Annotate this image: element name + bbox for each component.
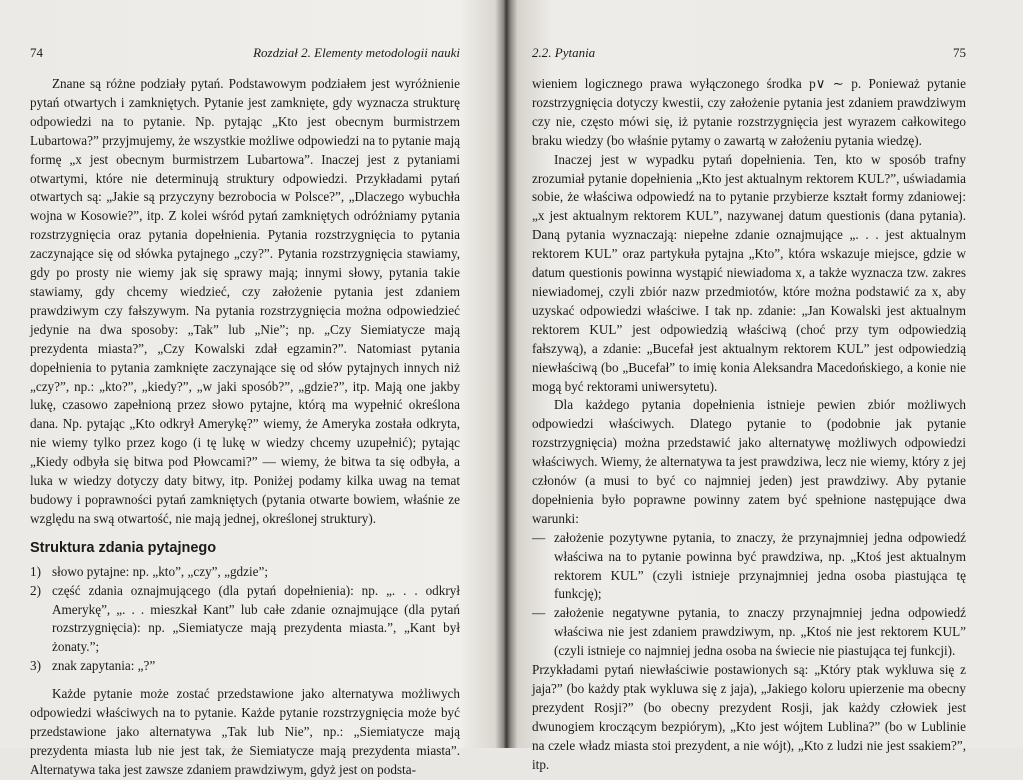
left-page-header xyxy=(30,45,460,63)
left-running-title: Rozdział 2. Elementy metodologii nauki xyxy=(253,45,460,60)
list-item-text: założenie negatywne pytania, to znaczy przynajmniej jedna odpowiedź właściwa nie jest zdaniem prawdziwym, np. „Ktoś nie jest rektorem KUL” (czyli istnieje co najmniej jedna osoba na świecie nie piastująca tej funkcji). xyxy=(554,605,966,659)
list-marker: — xyxy=(532,605,546,621)
list-item xyxy=(532,604,966,661)
list-marker: 3) xyxy=(30,658,41,674)
list-item xyxy=(30,563,460,582)
paragraph-answer-set: Dla każdego pytania dopełnienia istnieje pewien zbiór możliwych odpowiedzi właściwych. Dlatego pytanie to (podobnie jak pytanie rozstrzygnięcia) można przedstawić jako alternatywę możliwych odpowiedzi właściwych. Wiemy, że alternatywa ta jest prawdziwa, lecz nie wiemy, który z jej członów (a musi to być co najmniej jeden) jest prawdziwy. Aby pytanie dopełnienia było poprawne powinny zatem być spełnione następujące dwa warunki: xyxy=(532,397,966,526)
right-page xyxy=(532,0,966,772)
list-marker: 2) xyxy=(30,582,41,598)
paragraph-alternative: Każde pytanie może zostać przedstawione jako alternatywa możliwych odpowiedzi właściwych na to pytanie. Każde pytanie rozstrzygnięcia może być przedstawione jako alternatywa „Tak lub Nie”, np.: „Siemiatycze mają prezydenta miasta lub nie jest tak, że Siemiatycze mają prezydenta miasta”. Alternatywa taka jest zawsze zdaniem prawdziwym, gdyż jest on podsta- xyxy=(30,686,460,777)
list-item-text: założenie pozytywne pytania, to znaczy, że przynajmniej jedna odpowiedź właściwa na to pytanie powinna być prawdziwa, np. „Ktoś jest aktualnym rektorem KUL” (czyli istnieje przynajmniej jedna osoba piastująca tę funkcję); xyxy=(554,529,966,602)
paragraph-continuation: wieniem logicznego prawa wyłączonego środka p∨ ∼ p. Ponieważ pytanie rozstrzygnięcia dotyczy kwestii, czy założenie pytania jest zdaniem prawdziwym czy nie, często mówi się, iż pytanie rozstrzygnięcia jest wyrazem całkowitego braku wiedzy (bo właśnie pytamy o zawartą w założeniu pytania wiedzę). xyxy=(532,76,966,148)
right-page-body xyxy=(532,75,966,775)
list-marker: 1) xyxy=(30,563,41,579)
list-item xyxy=(30,657,460,676)
paragraph-completion-questions: Inaczej jest w wypadku pytań dopełnienia. Ten, kto w sposób trafny zrozumiał pytanie dopełnienia „Kto jest aktualnym rektorem KUL?”, uświadamia sobie, że właściwa odpowiedź na to pytanie przybierze kształt formy zdaniowej: „x jest aktualnym rektorem KUL”, nazywanej datum questionis (dana pytania). Daną pytania wyznaczają: niepełne zdanie oznajmujące „. . . jest aktualnym rektorem KUL” oraz partykuła pytajna „Kto”, która wskazuje miejsce, gdzie w datum questionis powinna wystąpić niewiadoma x, a także wyznacza tzw. zakres niewiadomej, czyli zbiór nazw przedmiotów, które można podstawić za x, aby uzyskać odpowiedzi właściwe. I tak np. zdanie: „Jan Kowalski jest aktualnym rektorem KUL” jest odpowiedzią właściwą (choć przy tym odpowiedzią fałszywą), a zdanie: „Bucefał jest aktualnym rektorem KUL” jest odpowiedzią niewłaściwą (bo „Bucefał” to imię konia Aleksandra Macedońskiego, a konie nie mogą być rektorami uniwersytetu). xyxy=(532,151,966,394)
left-page-body xyxy=(30,75,460,780)
list-item-text: część zdania oznajmującego (dla pytań dopełnienia): np. „. . . odkrył Amerykę”, „. . . mieszkał Kant” lub całe zdanie oznajmujące (dla pytań rozstrzygnięcia): np. „Siemiatycze mają prezydenta miasta.”, „Kant był żonaty.”; xyxy=(52,582,460,655)
right-running-title: 2.2. Pytania xyxy=(532,45,596,60)
list-item-text: słowo pytajne: np. „kto”, „czy”, „gdzie”; xyxy=(52,563,269,579)
list-marker: — xyxy=(532,529,546,545)
paragraph-question-types: Znane są różne podziały pytań. Podstawowym podziałem jest wyróżnienie pytań otwartych i zamkniętych. Pytanie jest zamknięte, gdy wyznacza strukturę odpowiedzi na to pytanie. Np. pytając „Kto jest obecnym burmistrzem Lubartowa?” przyjmujemy, że wszystkie możliwe odpowiedzi na to pytanie mają formę „x jest obecnym burmistrzem Lubartowa”. Inaczej jest z pytaniami otwartymi, które nie determinują struktury odpowiedzi. Przykładami pytań otwartych są: „Jakie są przyczyny bezrobocia w Polsce?”, „Dlaczego wybuchła wojna w Kosowie?”, itp. Z kolei wśród pytań zamkniętych odróżniamy pytania rozstrzygnięcia oraz pytania dopełnienia. Pytania rozstrzygnięcia to pytania zaczynające się od słówka pytajnego „czy?”. Pytania rozstrzygnięcia stawiamy, gdy po prosty nie wiemy jak się sprawy mają; innymi słowy, pytania takie stawiamy, gdy chcemy wiedzieć, czy założenie pytania jest zdaniem prawdziwym czy fałszywym. Na pytania rozstrzygnięcia można odpowiedzieć jedynie na dwa sposoby: „Tak” lub „Nie”; np. „Czy Siemiatycze mają prezydenta miasta?”, „Czy Kowalski zdał egzamin?”. Natomiast pytania dopełnienia to pytania zamknięte zaczynające się od słów pytajnych innych niż „czy?”, np.: „kto?”, „kiedy?”, „w jaki sposób?”, „gdzie?”, itp. Mają one jakby lukę, czasowo zapełnioną przez słowo pytajne, którą ma wypełnić określona dana. Np. pytając „Kto odkrył Amerykę?” wiemy, że Ameryka została odkryta, nie wiemy tylko przez kogo (i tę lukę w wiedzy chcemy uzupełnić); pytając „Kiedy odbyła się bitwa pod Płowcami?” — wiemy, że bitwa ta się odbyła, a luka w wiedzy dotyczy daty bitwy, itp. Poniżej podamy kilka uwag na temat budowy i poprawności pytań zamkniętych (pytania otwarte bowiem, właśnie ze względu na swą otwartość, nie mają jednej, określonej struktury). xyxy=(30,76,460,526)
right-page-number: 75 xyxy=(953,45,966,60)
list-item xyxy=(30,582,460,658)
list-item xyxy=(532,529,966,605)
list-item-text: znak zapytania: „?” xyxy=(52,658,156,674)
left-page xyxy=(30,0,460,777)
right-page-header xyxy=(532,45,966,63)
structure-list xyxy=(30,563,460,676)
conditions-list xyxy=(532,529,966,661)
paragraph-improper-questions: Przykładami pytań niewłaściwie postawionych są: „Który ptak wykluwa się z jaja?” (bo każdy ptak wykluwa się z jaja), „Jakiego koloru upierzenie ma obecny prezydent Rosji?” (bo obecny prezydent Rosji, jak każdy człowiek jest dwunogiem kroczącym bezpiórym), „Kto jest wójtem Lublina?” (bo w Lublinie na czele władz miasta stoi prezydent, a nie wójt), „Kto z ludzi nie jest ssakiem?”, itp. xyxy=(532,662,966,772)
left-page-number: 74 xyxy=(30,45,43,60)
section-heading: Struktura zdania pytajnego xyxy=(30,539,217,556)
